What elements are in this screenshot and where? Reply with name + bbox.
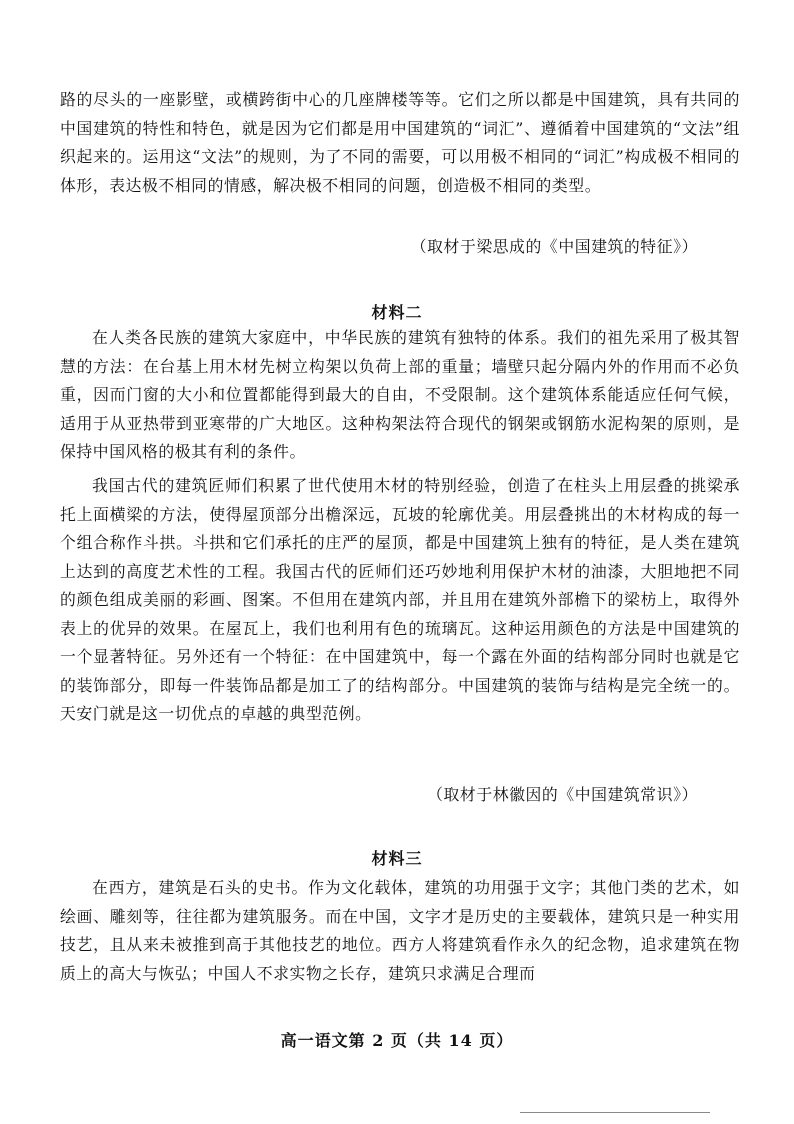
source-citation-1: （取材于梁思成的《中国建筑的特征》） [410, 237, 698, 256]
paragraph-material3-1: 在西方，建筑是石头的史书。作为文化载体，建筑的功用强于文字；其他门类的艺术，如绘画、雕刻等，往往都为建筑服务。而在中国，文字才是历史的主要载体，建筑只是一种实用技艺，且从来未被推到高于其他技艺的地位。西方人将建筑看作永久的纪念物，追求建筑在物质上的高大与恢弘；中国人不求实物之长存，建筑只求满足合理而 [60, 878, 740, 983]
paragraph-material2-2: 我国古代的建筑匠师们积累了世代使用木材的特别经验，创造了在柱头上用层叠的挑梁承托上面横梁的方法，使得屋顶部分出檐深远，瓦坡的轮廓优美。用层叠挑出的木材构成的每一个组合称作斗拱。斗拱和它们承托的庄严的屋顶，都是中国建筑上独有的特征，是人类在建筑上达到的高度艺术性的工程。我国古代的匠师们还巧妙地利用保护木材的油漆，大胆地把不同的颜色组成美丽的彩画、图案。不但用在建筑内部，并且用在建筑外部檐下的梁枋上，取得外表上的优异的效果。在屋瓦上，我们也利用有色的琉璃瓦。这种运用颜色的方法是中国建筑的一个显著特征。另外还有一个特征：在中国建筑中，每一个露在外面的结构部分同时也就是它的装饰部分，即每一件装饰品都是加工了的结构部分。中国建筑的装饰与结构是完全统一的。天安门就是这一切优点的卓越的典型范例。 [60, 476, 740, 723]
source-citation-2: （取材于林徽因的《中国建筑常识》） [427, 785, 698, 804]
section-heading-material2: 材料二 [371, 303, 423, 322]
paragraph-material2-1: 在人类各民族的建筑大家庭中，中华民族的建筑有独特的体系。我们的祖先采用了极其智慧的方法：在台基上用木材先树立构架以负荷上部的重量；墙壁只起分隔内外的作用而不必负重，因而门窗的大小和位置都能得到最大的自由，不受限制。这个建筑体系能适应任何气候，适用于从亚热带到亚寒带的广大地区。这种构架法符合现代的钢架或钢筋水泥构架的原则，是保持中国风格的极其有利的条件。 [60, 328, 740, 461]
paragraph-material1-continued: 路的尽头的一座影壁，或横跨街中心的几座牌楼等等。它们之所以都是中国建筑，具有共同的中国建筑的特性和特色，就是因为它们都是用中国建筑的“词汇”、遵循着中国建筑的“文法”组织起来的。运用这“文法”的规则，为了不同的需要，可以用极不相同的“词汇”构成极不相同的体形，表达极不相同的情感，解决极不相同的问题，创造极不相同的类型。 [60, 90, 740, 195]
page-footer: 高一语文第 2 页（共 14 页） [280, 1031, 514, 1050]
scan-edge-line [520, 1112, 710, 1113]
section-heading-material3: 材料三 [371, 849, 423, 868]
